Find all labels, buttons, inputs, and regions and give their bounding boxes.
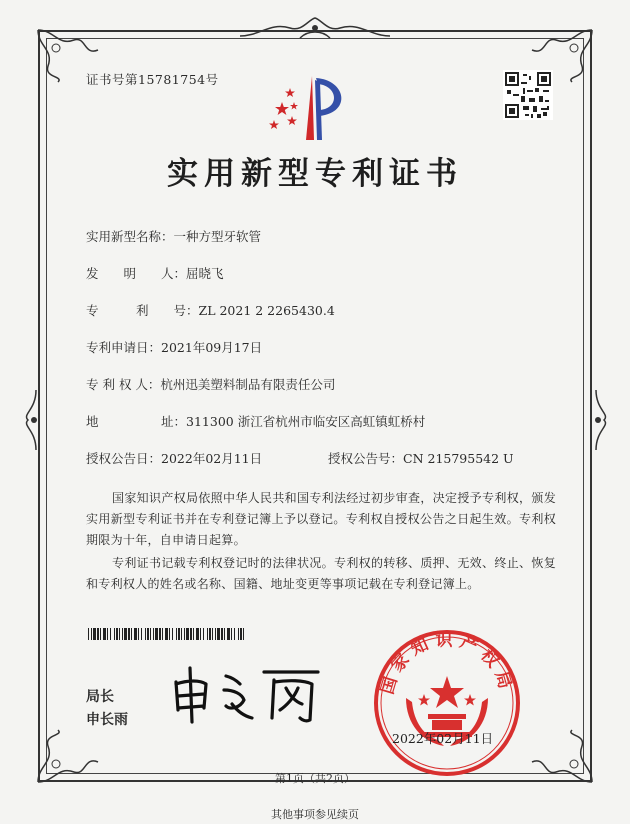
barcode-bar bbox=[162, 628, 163, 640]
barcode-bar bbox=[88, 628, 89, 640]
qr-code-icon bbox=[503, 70, 553, 120]
barcode-bar bbox=[240, 628, 242, 640]
field-label: 授权公告号： bbox=[328, 451, 404, 466]
barcode-bar bbox=[116, 628, 118, 640]
field-model-name bbox=[86, 227, 261, 245]
field-filing-date bbox=[86, 338, 262, 356]
field-value: ZL 2021 2 2265430.4 bbox=[198, 303, 335, 318]
barcode-bar bbox=[107, 628, 108, 640]
barcode-bar bbox=[203, 628, 204, 640]
barcode-bar bbox=[165, 628, 168, 640]
barcode-bar bbox=[243, 628, 244, 640]
footer-note: 其他事项参见续页 bbox=[271, 808, 359, 821]
right-side-ornament bbox=[588, 390, 618, 450]
barcode-bar bbox=[178, 628, 180, 640]
field-label: 实用新型名称： bbox=[86, 229, 174, 244]
barcode-bar bbox=[97, 628, 99, 640]
director-signature bbox=[168, 660, 328, 730]
issue-date: 2022年02月11日 bbox=[392, 731, 494, 746]
top-center-ornament bbox=[240, 14, 390, 44]
barcode-bar bbox=[153, 628, 154, 640]
patent-office-emblem-icon bbox=[268, 72, 358, 144]
barcode-bar bbox=[224, 628, 225, 640]
field-address bbox=[86, 412, 425, 430]
barcode-bar bbox=[209, 628, 211, 640]
left-side-ornament bbox=[14, 390, 44, 450]
field-patent-number bbox=[86, 301, 335, 319]
barcode-bar bbox=[200, 628, 201, 640]
field-label: 专利申请日： bbox=[86, 340, 162, 355]
field-label: 地 址： bbox=[86, 414, 187, 429]
field-grant-number bbox=[328, 449, 514, 467]
barcode-bar bbox=[91, 628, 92, 640]
barcode-bar bbox=[147, 628, 149, 640]
field-value: 311300 浙江省杭州市临安区高虹镇虹桥村 bbox=[186, 414, 426, 429]
field-value: 屈晓飞 bbox=[186, 266, 224, 281]
barcode-bar bbox=[119, 628, 120, 640]
barcode-bar bbox=[231, 628, 232, 640]
director-title: 局长 bbox=[86, 689, 114, 705]
field-label: 授权公告日： bbox=[86, 451, 162, 466]
barcode-bar bbox=[234, 628, 235, 640]
legal-paragraph: 国家知识产权局依照中华人民共和国专利法经过初步审查，决定授予专利权，颁发实用新型专利证书并在专利登记簿上予以登记。专利权自授权公告之日起生效。专利权期限为十年，自申请日起算。 bbox=[86, 491, 556, 547]
barcode-bar bbox=[172, 628, 173, 640]
barcode-bar bbox=[215, 628, 216, 640]
certificate-number: 证书号第15781754号 bbox=[86, 72, 219, 87]
field-value: 一种方型牙软管 bbox=[173, 229, 262, 244]
barcode-bar bbox=[100, 628, 101, 640]
barcode-bar bbox=[124, 628, 127, 640]
barcode-bar bbox=[150, 628, 151, 640]
barcode-bar bbox=[134, 628, 137, 640]
legal-paragraph: 专利证书记载专利权登记时的法律状况。专利权的转移、质押、无效、终止、恢复和专利权人的姓名或名称、国籍、地址变更等事项记载在专利登记簿上。 bbox=[86, 556, 556, 591]
barcode-bar bbox=[155, 628, 158, 640]
barcode-bar bbox=[103, 628, 106, 640]
barcode-bar bbox=[93, 628, 96, 640]
field-value: 杭州迅美塑料制品有限责任公司 bbox=[160, 377, 336, 392]
seal-text: 国家知识产权局 bbox=[377, 630, 517, 697]
barcode-bar bbox=[193, 628, 194, 640]
barcode-bar bbox=[186, 628, 189, 640]
barcode-bar bbox=[138, 628, 139, 640]
barcode-bar bbox=[159, 628, 161, 640]
page-number: 第1页（共2页） bbox=[275, 772, 355, 785]
barcode-bar bbox=[131, 628, 132, 640]
barcode-bar bbox=[212, 628, 213, 640]
field-value: 2021年09月17日 bbox=[161, 340, 263, 355]
field-label: 专 利 权 人： bbox=[86, 377, 161, 392]
field-label: 发 明 人： bbox=[86, 266, 187, 281]
barcode-bar bbox=[181, 628, 182, 640]
barcode-bar bbox=[227, 628, 230, 640]
field-value: 2022年02月11日 bbox=[161, 451, 263, 466]
official-seal bbox=[372, 628, 522, 778]
barcode-bar bbox=[238, 628, 239, 640]
barcode-bar bbox=[110, 628, 111, 640]
barcode-bar bbox=[221, 628, 223, 640]
barcode-bar bbox=[141, 628, 142, 640]
certificate-title: 实用新型专利证书 bbox=[167, 156, 463, 192]
field-value: CN 215795542 U bbox=[403, 451, 514, 466]
field-label: 专 利 号： bbox=[86, 303, 199, 318]
barcode-bar bbox=[145, 628, 146, 640]
barcode-bar bbox=[184, 628, 185, 640]
field-inventor bbox=[86, 264, 224, 282]
barcode-bar bbox=[128, 628, 130, 640]
barcode-bar bbox=[169, 628, 170, 640]
director-name: 申长雨 bbox=[86, 712, 128, 728]
barcode-icon bbox=[88, 625, 248, 637]
barcode-bar bbox=[207, 628, 208, 640]
barcode-bar bbox=[190, 628, 192, 640]
barcode-bar bbox=[176, 628, 177, 640]
barcode-bar bbox=[196, 628, 199, 640]
barcode-bar bbox=[217, 628, 220, 640]
field-patentee bbox=[86, 375, 335, 393]
barcode-bar bbox=[122, 628, 123, 640]
field-grant-date bbox=[86, 449, 262, 467]
barcode-bar bbox=[114, 628, 115, 640]
